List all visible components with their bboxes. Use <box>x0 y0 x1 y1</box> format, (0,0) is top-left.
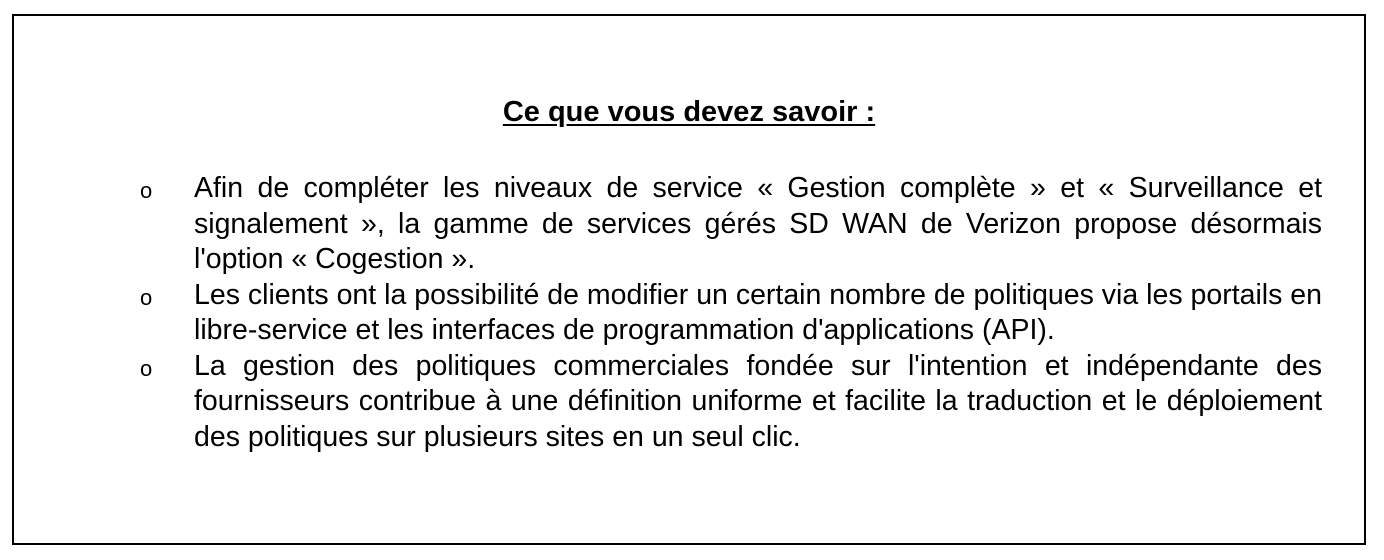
box-heading: Ce que vous devez savoir : <box>502 96 876 128</box>
bullet-circle-icon: o <box>140 284 153 310</box>
bullet-list <box>130 171 1322 455</box>
list-item <box>130 278 1322 349</box>
list-item <box>130 349 1322 456</box>
info-box <box>12 14 1366 545</box>
list-item-text: Les clients ont la possibilité de modifier un certain nombre de politiques via les portails en libre-service et les interfaces de programmation d'applications (API). <box>194 278 1322 346</box>
list-item-text: Afin de compléter les niveaux de service « Gestion complète » et « Surveillance et signalement », la gamme de services gérés SD WAN de Verizon propose désormais l'option « Cogestion ». <box>194 172 1322 275</box>
bullet-circle-icon: o <box>140 355 153 381</box>
list-item-text: La gestion des politiques commerciales fondée sur l'intention et indépendante des fournisseurs contribue à une définition uniforme et facilite la traduction et le déploiement des politiques sur plusieurs sites en un seul clic. <box>194 349 1322 453</box>
bullet-circle-icon: o <box>140 178 153 203</box>
list-item <box>130 171 1322 278</box>
